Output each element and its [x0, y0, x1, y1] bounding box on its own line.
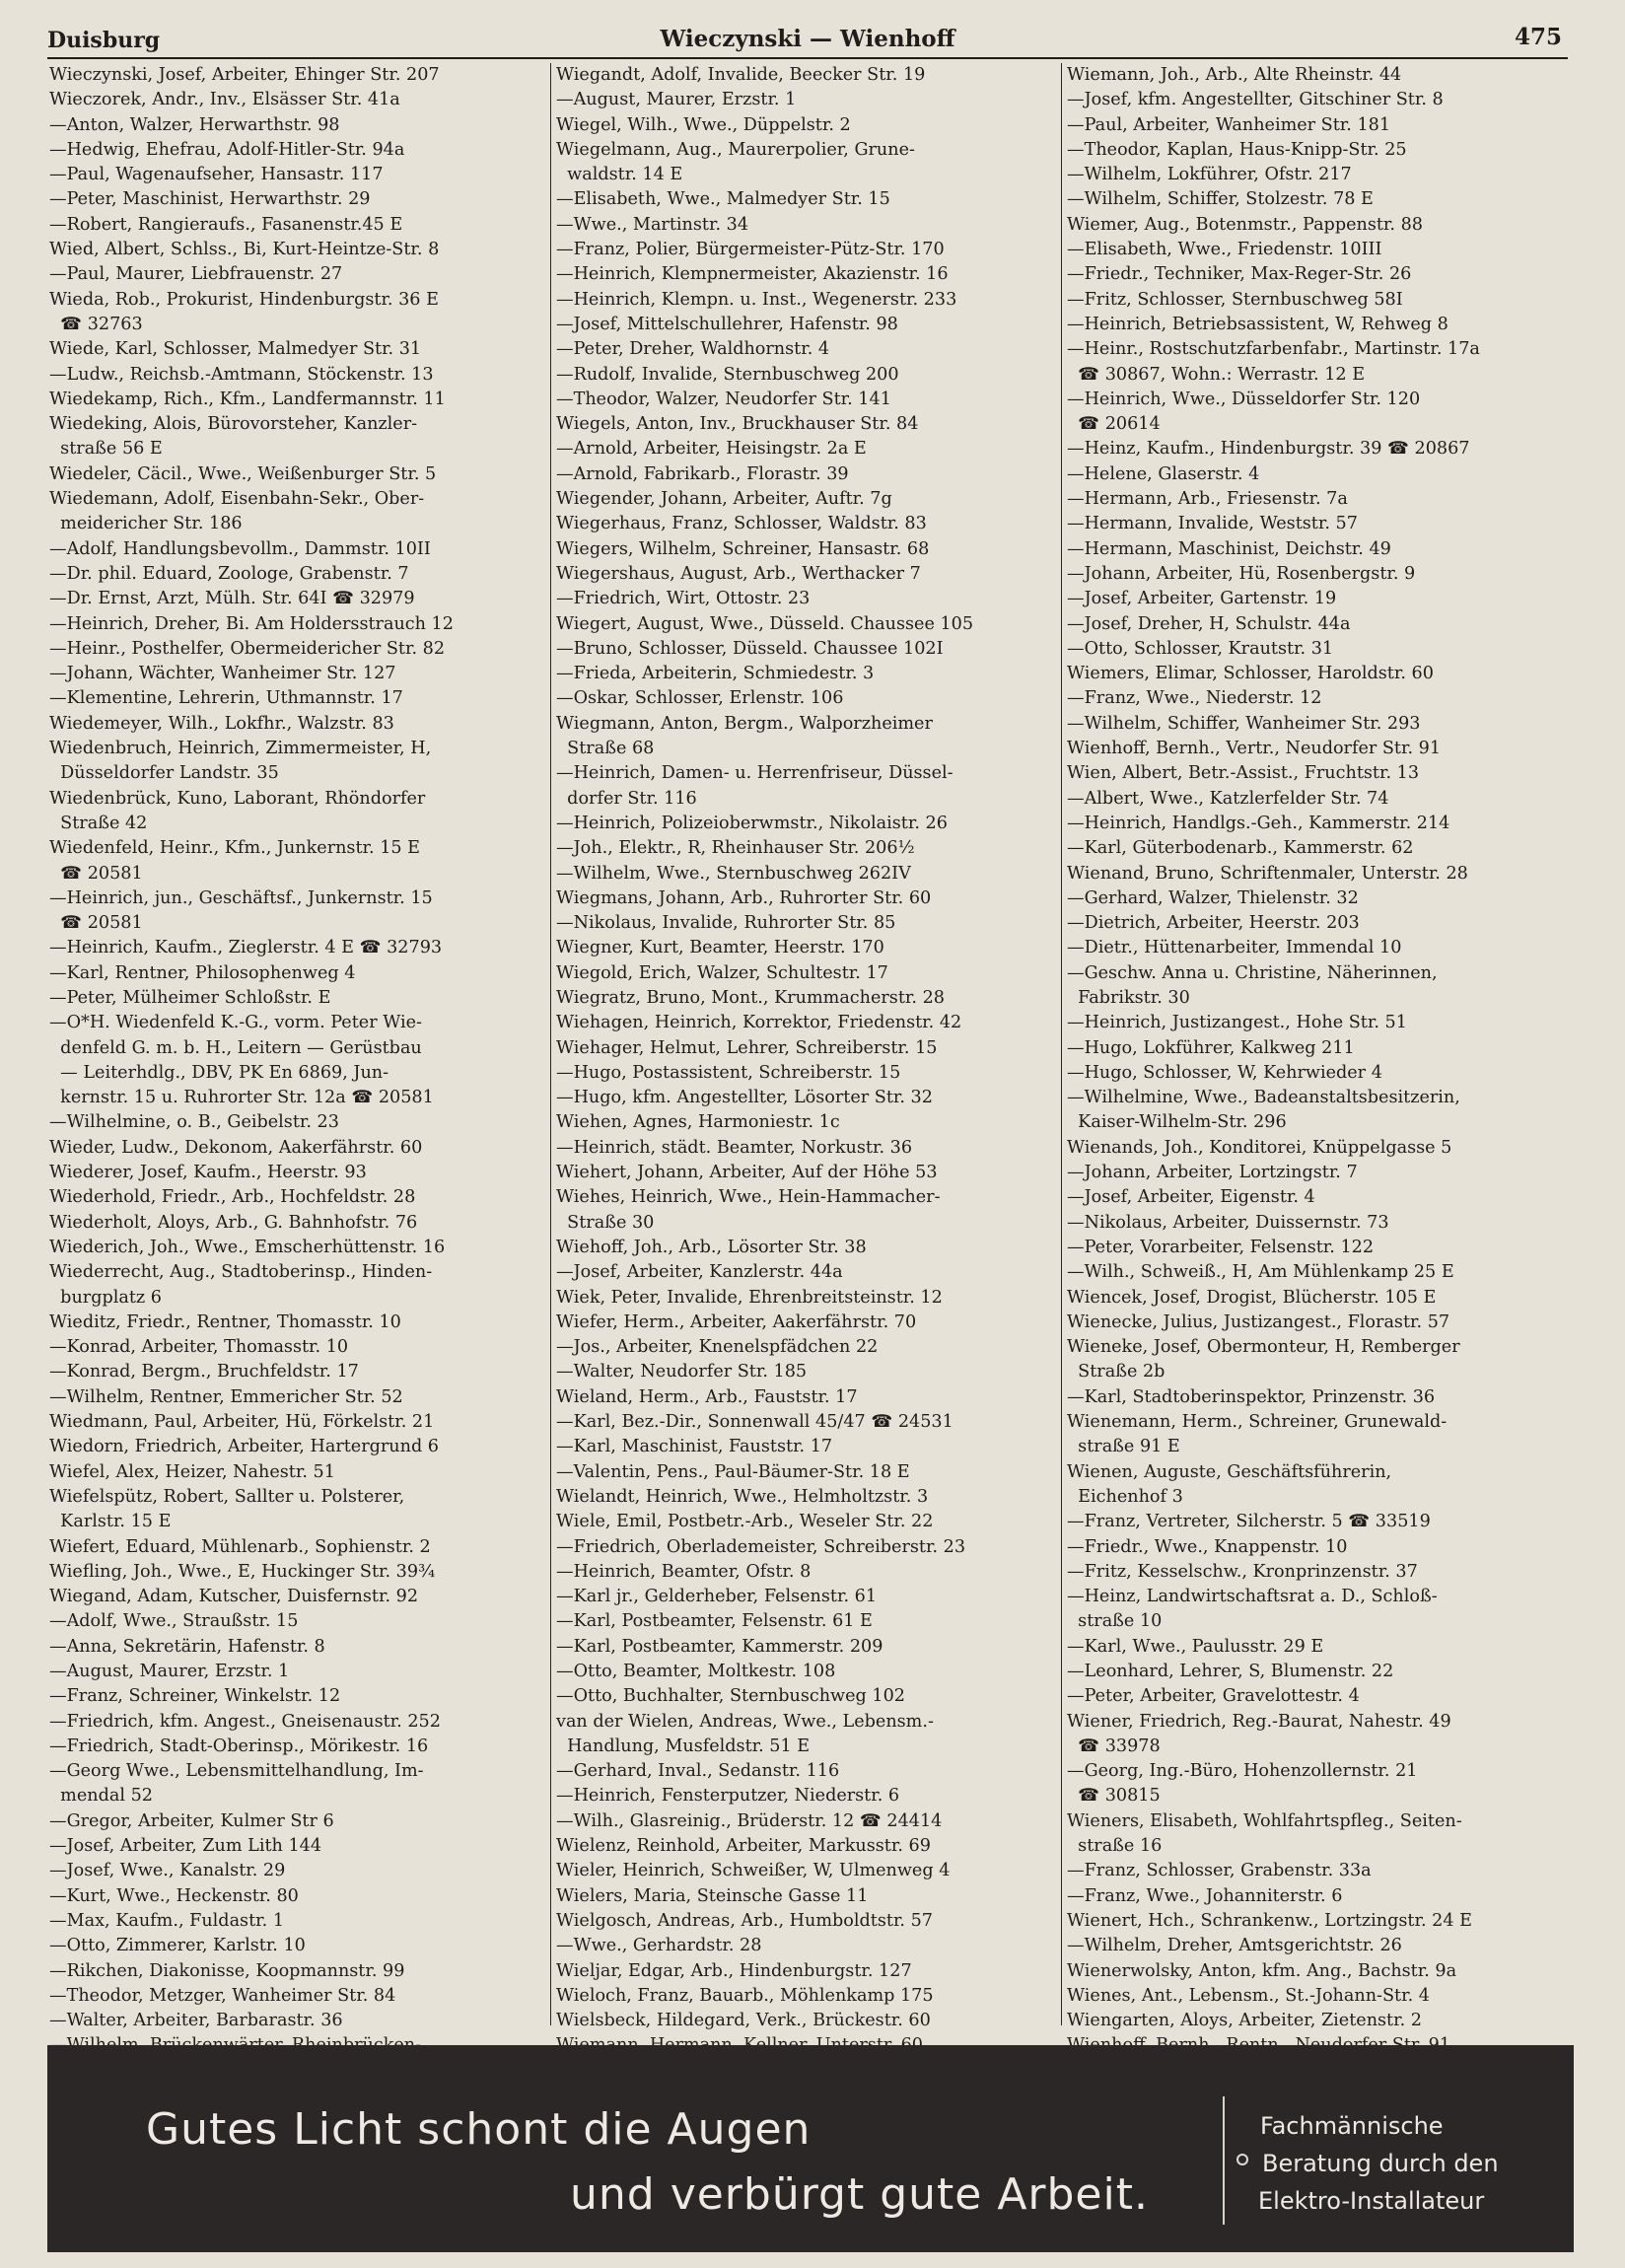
directory-entry: —Wilhelm, Rentner, Emmericher Str. 52 — [49, 1386, 403, 1407]
directory-entry: Wiederer, Josef, Kaufm., Heerstr. 93 — [49, 1163, 367, 1183]
directory-entry: straße 56 E — [49, 439, 163, 460]
directory-entry: Wiehoff, Joh., Arb., Lösorter Str. 38 — [556, 1237, 867, 1257]
directory-entry: Wiedemeyer, Wilh., Lokfhr., Walzstr. 83 — [49, 713, 394, 734]
directory-entry: Straße 2b — [1067, 1362, 1166, 1382]
directory-entry: mendal 52 — [49, 1786, 153, 1807]
directory-entry: Wienecke, Julius, Justizangest., Florastr. 57 — [1067, 1311, 1450, 1332]
directory-entry: Wiederhold, Friedr., Arb., Hochfeldstr. 28 — [49, 1187, 416, 1208]
directory-entry: Wieczynski, Josef, Arbeiter, Ehinger Str. 207 — [49, 65, 440, 85]
directory-entry: Wiedeking, Alois, Bürovorsteher, Kanzler- — [49, 414, 418, 435]
directory-entry: —Konrad, Bergm., Bruchfeldstr. 17 — [49, 1362, 359, 1382]
directory-entry: Wiener, Friedrich, Reg.-Baurat, Nahestr. 49 — [1067, 1711, 1451, 1732]
page-header — [47, 22, 1568, 59]
directory-entry: Wielandt, Heinrich, Wwe., Helmholtzstr. 3 — [556, 1486, 929, 1507]
directory-entry: —Karl, Maschinist, Fauststr. 17 — [556, 1437, 833, 1457]
directory-entry: —Hedwig, Ehefrau, Adolf-Hitler-Str. 94a — [49, 139, 405, 160]
directory-entry: —Karl, Güterbodenarb., Kammerstr. 62 — [1067, 838, 1414, 859]
directory-entry: Wieda, Rob., Prokurist, Hindenburgstr. 36 E — [49, 289, 439, 310]
directory-entry: —Adolf, Wwe., Straußstr. 15 — [49, 1611, 299, 1632]
directory-entry: —Franz, Polier, Bürgermeister-Pütz-Str. 170 — [556, 240, 945, 260]
directory-entry: straße 91 E — [1067, 1437, 1180, 1457]
directory-entry: —Heinz, Kaufm., Hindenburgstr. 39 ☎ 20867 — [1067, 439, 1470, 460]
directory-entry: Wieneke, Josef, Obermonteur, H, Remberger — [1067, 1337, 1460, 1358]
directory-entry: Wieczorek, Andr., Inv., Elsässer Str. 41a — [49, 90, 400, 110]
directory-entry: —Josef, Wwe., Kanalstr. 29 — [49, 1861, 286, 1881]
directory-entry: Wiegerhaus, Franz, Schlosser, Waldstr. 83 — [556, 514, 927, 534]
directory-entry: Wiedeler, Cäcil., Wwe., Weißenburger Str. 5 — [49, 463, 437, 484]
directory-entry: —Heinz, Landwirtschaftsrat a. D., Schloß- — [1067, 1587, 1438, 1607]
directory-entry: ☎ 33978 — [1067, 1736, 1161, 1756]
directory-entry: Handlung, Musfeldstr. 51 E — [556, 1736, 811, 1756]
directory-entry: —Joh., Elektr., R, Rheinhauser Str. 206½ — [556, 838, 915, 859]
directory-entry: —Peter, Maschinist, Herwarthstr. 29 — [49, 189, 371, 210]
directory-entry: ☎ 20581 — [49, 863, 143, 884]
directory-entry: waldstr. 14 E — [556, 165, 683, 185]
directory-entry: —Dietrich, Arbeiter, Heerstr. 203 — [1067, 913, 1360, 934]
column-divider — [550, 63, 551, 2025]
directory-entry: —Hermann, Invalide, Weststr. 57 — [1067, 514, 1358, 534]
directory-entry: —Konrad, Arbeiter, Thomasstr. 10 — [49, 1337, 349, 1358]
directory-entry: —Heinr., Rostschutzfarbenfabr., Martinstr. 17a — [1067, 339, 1480, 360]
directory-entry: —August, Maurer, Erzstr. 1 — [49, 1662, 290, 1681]
directory-entry: —Anna, Sekretärin, Hafenstr. 8 — [49, 1636, 325, 1657]
directory-entry: —Josef, Arbeiter, Gartenstr. 19 — [1067, 589, 1337, 609]
directory-entry: —Hermann, Maschinist, Deichstr. 49 — [1067, 538, 1391, 559]
directory-entry: ☎ 30815 — [1067, 1786, 1161, 1807]
directory-entry: —Karl, Postbeamter, Felsenstr. 61 E — [556, 1611, 873, 1632]
directory-entry: Wiefling, Joh., Wwe., E, Huckinger Str. 39¾ — [49, 1561, 436, 1582]
directory-entry: Eichenhof 3 — [1067, 1486, 1183, 1507]
directory-entry: —Theodor, Kaplan, Haus-Knipp-Str. 25 — [1067, 139, 1407, 160]
directory-entry: —Heinrich, Dreher, Bi. Am Holdersstrauch 12 — [49, 613, 454, 634]
directory-column-3 — [1067, 63, 1570, 2031]
directory-entry: — Leiterhdlg., DBV, PK En 6869, Jun- — [49, 1062, 389, 1083]
directory-entry: Wiemers, Elimar, Schlosser, Haroldstr. 60 — [1067, 664, 1434, 684]
header-city: Duisburg — [47, 28, 161, 53]
directory-entry: Wiedenbrück, Kuno, Laborant, Rhöndorfer — [49, 788, 426, 809]
directory-entry: Wiengarten, Aloys, Arbeiter, Zietenstr. 2 — [1067, 2011, 1422, 2031]
directory-entry: —August, Maurer, Erzstr. 1 — [556, 90, 797, 110]
directory-entry: —Wilh., Schweiß., H, Am Mühlenkamp 25 E — [1067, 1262, 1454, 1283]
directory-entry: —Wilhelmine, o. B., Geibelstr. 23 — [49, 1112, 339, 1133]
directory-entry: —Bruno, Schlosser, Düsseld. Chaussee 102I — [556, 638, 944, 659]
directory-entry: —Josef, Arbeiter, Zum Lith 144 — [49, 1836, 322, 1857]
directory-entry: —Arnold, Arbeiter, Heisingstr. 2a E — [556, 439, 867, 460]
directory-entry: —Friedr., Techniker, Max-Reger-Str. 26 — [1067, 264, 1412, 285]
directory-entry: Wienand, Bruno, Schriftenmaler, Unterstr. 28 — [1067, 863, 1468, 884]
directory-entry: Wiek, Peter, Invalide, Ehrenbreitsteinstr. 12 — [556, 1287, 943, 1308]
directory-entry: —Heinrich, Klempnermeister, Akazienstr. 16 — [556, 264, 949, 285]
directory-entry: Wiehert, Johann, Arbeiter, Auf der Höhe 53 — [556, 1163, 938, 1183]
directory-entry: Wiefel, Alex, Heizer, Nahestr. 51 — [49, 1461, 335, 1482]
directory-entry: Wiegandt, Adolf, Invalide, Beecker Str. 19 — [556, 65, 926, 85]
directory-entry: —Heinrich, Betriebsassistent, W, Rehweg 8 — [1067, 314, 1448, 334]
directory-entry: Wiemer, Aug., Botenmstr., Pappenstr. 88 — [1067, 214, 1423, 235]
directory-entry: —Wilh., Glasreinig., Brüderstr. 12 ☎ 24414 — [556, 1810, 943, 1831]
directory-entry: Wiehager, Helmut, Lehrer, Schreiberstr. 15 — [556, 1037, 938, 1058]
directory-entry: Wiegel, Wilh., Wwe., Düppelstr. 2 — [556, 114, 851, 135]
directory-entry: Wieloch, Franz, Bauarb., Möhlenkamp 175 — [556, 1985, 934, 2006]
directory-entry: —Johann, Arbeiter, Lortzingstr. 7 — [1067, 1163, 1358, 1183]
bullet-icon — [1236, 2154, 1248, 2165]
directory-entry: —Hugo, Postassistent, Schreiberstr. 15 — [556, 1062, 901, 1083]
directory-entry: —Georg, Ing.-Büro, Hohenzollernstr. 21 — [1067, 1761, 1418, 1782]
directory-entry: Wiemann, Joh., Arb., Alte Rheinstr. 44 — [1067, 65, 1402, 85]
directory-entry: —Josef, kfm. Angestellter, Gitschiner Str. 8 — [1067, 90, 1444, 110]
directory-entry: —Hugo, kfm. Angestellter, Lösorter Str. 32 — [556, 1088, 933, 1108]
directory-entry: Wiefelspütz, Robert, Sallter u. Polsterer, — [49, 1486, 405, 1507]
directory-entry: van der Wielen, Andreas, Wwe., Lebensm.- — [556, 1711, 934, 1732]
directory-entry: Wiegert, August, Wwe., Düsseld. Chaussee 105 — [556, 613, 974, 634]
directory-entry: —Kurt, Wwe., Heckenstr. 80 — [49, 1885, 299, 1906]
directory-entry: —Theodor, Metzger, Wanheimer Str. 84 — [49, 1985, 396, 2006]
directory-entry: —Josef, Arbeiter, Eigenstr. 4 — [1067, 1187, 1315, 1208]
directory-entry: Wiencek, Josef, Drogist, Blücherstr. 105 E — [1067, 1287, 1437, 1308]
directory-entry: —Geschw. Anna u. Christine, Näherinnen, — [1067, 962, 1438, 983]
directory-entry: Wienemann, Herm., Schreiner, Grunewald- — [1067, 1412, 1448, 1433]
directory-entry: Wienhoff, Bernh., Vertr., Neudorfer Str. 91 — [1067, 739, 1442, 759]
directory-entry: Wieler, Heinrich, Schweißer, W, Ulmenweg 4 — [556, 1861, 951, 1881]
directory-entry: Wielsbeck, Hildegard, Verk., Brückestr. 60 — [556, 2011, 931, 2031]
directory-entry: —Wilhelm, Schiffer, Stolzestr. 78 E — [1067, 189, 1374, 210]
directory-entry: —Wilhelm, Wwe., Sternbuschweg 262IV — [556, 863, 911, 884]
page-number: 475 — [1514, 24, 1562, 50]
directory-entry: —Theodor, Walzer, Neudorfer Str. 141 — [556, 389, 891, 409]
directory-entry: —Franz, Wwe., Niederstr. 12 — [1067, 688, 1322, 709]
directory-entry: —Gerhard, Walzer, Thielenstr. 32 — [1067, 887, 1359, 908]
directory-entry: ☎ 32763 — [49, 314, 143, 334]
directory-entry: —Johann, Wächter, Wanheimer Str. 127 — [49, 664, 396, 684]
directory-entry: —Friedrich, Stadt-Oberinsp., Mörikestr. 16 — [49, 1736, 429, 1756]
directory-entry: —Hugo, Schlosser, W, Kehrwieder 4 — [1067, 1062, 1382, 1083]
directory-entry: burgplatz 6 — [49, 1287, 162, 1308]
directory-entry: —Heinrich, Damen- u. Herrenfriseur, Düssel- — [556, 763, 954, 784]
directory-entry: Wielgosch, Andreas, Arb., Humboldtstr. 57 — [556, 1910, 933, 1931]
directory-entry: —Peter, Arbeiter, Gravelottestr. 4 — [1067, 1686, 1360, 1707]
directory-entry: Wien, Albert, Betr.-Assist., Fruchtstr. 13 — [1067, 763, 1420, 784]
directory-entry: —Heinrich, jun., Geschäftsf., Junkernstr. 15 — [49, 887, 433, 908]
directory-entry: —Heinrich, Justizangest., Hohe Str. 51 — [1067, 1013, 1407, 1033]
directory-entry: Wiehes, Heinrich, Wwe., Hein-Hammacher- — [556, 1187, 941, 1208]
advertisement-banner — [47, 2045, 1574, 2252]
directory-entry: —Peter, Vorarbeiter, Felsenstr. 122 — [1067, 1237, 1375, 1257]
directory-entry: Wiedekamp, Rich., Kfm., Landfermannstr. 11 — [49, 389, 446, 409]
directory-entry: —Nikolaus, Invalide, Ruhrorter Str. 85 — [556, 913, 896, 934]
directory-entry: —Heinrich, Klempn. u. Inst., Wegenerstr. 233 — [556, 289, 957, 310]
directory-entry: —Peter, Mülheimer Schloßstr. E — [49, 987, 331, 1008]
directory-entry: —Karl, Bez.-Dir., Sonnenwall 45/47 ☎ 24531 — [556, 1412, 954, 1433]
directory-entry: —Dr. Ernst, Arzt, Mülh. Str. 64I ☎ 32979 — [49, 589, 415, 609]
directory-entry: —Georg Wwe., Lebensmittelhandlung, Im- — [49, 1761, 424, 1782]
directory-entry: —Arnold, Fabrikarb., Florastr. 39 — [556, 463, 849, 484]
directory-entry: denfeld G. m. b. H., Leitern — Gerüstbau — [49, 1037, 422, 1058]
directory-entry: —Friedr., Wwe., Knappenstr. 10 — [1067, 1536, 1348, 1557]
directory-entry: —Franz, Schlosser, Grabenstr. 33a — [1067, 1861, 1372, 1881]
directory-entry: —Heinrich, Handlgs.-Geh., Kammerstr. 214 — [1067, 813, 1450, 833]
directory-entry: Wiegers, Wilhelm, Schreiner, Hansastr. 68 — [556, 538, 930, 559]
directory-entry: Wiedmann, Paul, Arbeiter, Hü, Förkelstr. 21 — [49, 1412, 435, 1433]
directory-entry: —Karl, Stadtoberinspektor, Prinzenstr. 36 — [1067, 1386, 1436, 1407]
directory-entry: Wiehen, Agnes, Harmoniestr. 1c — [556, 1112, 840, 1133]
directory-entry: kernstr. 15 u. Ruhrorter Str. 12a ☎ 20581 — [49, 1088, 434, 1108]
directory-entry: Wiehagen, Heinrich, Korrektor, Friedenstr. 42 — [556, 1013, 962, 1033]
directory-entry: —Peter, Dreher, Waldhornstr. 4 — [556, 339, 830, 360]
directory-entry: Wieditz, Friedr., Rentner, Thomasstr. 10 — [49, 1311, 401, 1332]
directory-entry: —Friedrich, kfm. Angest., Gneisenaustr. 252 — [49, 1711, 441, 1732]
directory-column-1 — [49, 63, 548, 2031]
directory-entry: —Karl, Rentner, Philosophenweg 4 — [49, 962, 356, 983]
directory-entry: —Rikchen, Diakonisse, Koopmannstr. 99 — [49, 1960, 405, 1981]
directory-entry: —Leonhard, Lehrer, S, Blumenstr. 22 — [1067, 1662, 1394, 1681]
directory-entry: —Karl, Wwe., Paulusstr. 29 E — [1067, 1636, 1324, 1657]
directory-entry: —Jos., Arbeiter, Knenelspfädchen 22 — [556, 1337, 879, 1358]
directory-entry: —Klementine, Lehrerin, Uthmannstr. 17 — [49, 688, 403, 709]
directory-entry: ☎ 20581 — [49, 913, 143, 934]
directory-entry: ☎ 30867, Wohn.: Werrastr. 12 E — [1067, 364, 1366, 385]
directory-entry: straße 16 — [1067, 1836, 1163, 1857]
directory-entry: —Johann, Arbeiter, Hü, Rosenbergstr. 9 — [1067, 563, 1416, 584]
directory-entry: —Gerhard, Inval., Sedanstr. 116 — [556, 1761, 840, 1782]
directory-entry: Wiegold, Erich, Walzer, Schultestr. 17 — [556, 962, 888, 983]
directory-entry: Wienen, Auguste, Geschäftsführerin, — [1067, 1461, 1392, 1482]
directory-entry: straße 10 — [1067, 1611, 1163, 1632]
directory-entry: —Frieda, Arbeiterin, Schmiedestr. 3 — [556, 664, 875, 684]
directory-entry: Wiedemann, Adolf, Eisenbahn-Sekr., Ober- — [49, 489, 425, 510]
directory-entry: Wiedenfeld, Heinr., Kfm., Junkernstr. 15 E — [49, 838, 421, 859]
directory-entry: —Otto, Zimmerer, Karlstr. 10 — [49, 1936, 306, 1956]
directory-entry: —Hugo, Lokführer, Kalkweg 211 — [1067, 1037, 1355, 1058]
directory-entry: Wiedenbruch, Heinrich, Zimmermeister, H, — [49, 739, 432, 759]
directory-entry: —Helene, Glaserstr. 4 — [1067, 463, 1260, 484]
ad-headline-line-1: Gutes Licht schont die Augen — [146, 2104, 812, 2155]
directory-entry: —Wwe., Martinstr. 34 — [556, 214, 749, 235]
directory-entry: Wieland, Herm., Arb., Fauststr. 17 — [556, 1386, 858, 1407]
directory-entry: Wiegand, Adam, Kutscher, Duisfernstr. 92 — [49, 1587, 419, 1607]
directory-entry: —Wilhelm, Lokführer, Ofstr. 217 — [1067, 165, 1352, 185]
directory-entry: Düsseldorfer Landstr. 35 — [49, 763, 279, 784]
directory-entry: ☎ 20614 — [1067, 414, 1161, 435]
directory-entry: Wieners, Elisabeth, Wohlfahrtspfleg., Seiten- — [1067, 1810, 1462, 1831]
directory-entry: Wienes, Ant., Lebensm., St.-Johann-Str. 4 — [1067, 1985, 1430, 2006]
directory-entry: —Wilhelmine, Wwe., Badeanstaltsbesitzerin, — [1067, 1088, 1460, 1108]
directory-entry: —Ludw., Reichsb.-Amtmann, Stöckenstr. 13 — [49, 364, 434, 385]
directory-entry: Wiederich, Joh., Wwe., Emscherhüttenstr. 16 — [49, 1237, 446, 1257]
ad-side-line-2: Beratung durch den — [1262, 2150, 1499, 2177]
directory-entry: Wiefert, Eduard, Mühlenarb., Sophienstr. 2 — [49, 1536, 431, 1557]
directory-entry: Wiegels, Anton, Inv., Bruckhauser Str. 84 — [556, 414, 919, 435]
directory-entry: Wiegelmann, Aug., Maurerpolier, Grune- — [556, 139, 915, 160]
directory-entry: —Max, Kaufm., Fuldastr. 1 — [49, 1910, 285, 1931]
directory-entry: —O*H. Wiedenfeld K.-G., vorm. Peter Wie- — [49, 1013, 422, 1033]
directory-entry: dorfer Str. 116 — [556, 788, 697, 809]
directory-entry: —Friedrich, Wirt, Ottostr. 23 — [556, 589, 811, 609]
directory-entry: —Karl jr., Gelderheber, Felsenstr. 61 — [556, 1587, 878, 1607]
directory-entry: Wieljar, Edgar, Arb., Hindenburgstr. 127 — [556, 1960, 912, 1981]
directory-entry: —Walter, Arbeiter, Barbarastr. 36 — [49, 2011, 343, 2031]
directory-entry: —Paul, Maurer, Liebfrauenstr. 27 — [49, 264, 343, 285]
directory-entry: —Wwe., Gerhardstr. 28 — [556, 1936, 762, 1956]
directory-entry: —Josef, Mittelschullehrer, Hafenstr. 98 — [556, 314, 898, 334]
directory-entry: Wiede, Karl, Schlosser, Malmedyer Str. 31 — [49, 339, 422, 360]
directory-entry: —Rudolf, Invalide, Sternbuschweg 200 — [556, 364, 899, 385]
directory-entry: —Franz, Wwe., Johanniterstr. 6 — [1067, 1885, 1343, 1906]
directory-entry: —Josef, Arbeiter, Kanzlerstr. 44a — [556, 1262, 843, 1283]
directory-entry: —Wilhelm, Schiffer, Wanheimer Str. 293 — [1067, 713, 1421, 734]
directory-entry: —Paul, Arbeiter, Wanheimer Str. 181 — [1067, 114, 1391, 135]
directory-entry: Wiegratz, Bruno, Mont., Krummacherstr. 28 — [556, 987, 945, 1008]
directory-entry: Wiefer, Herm., Arbeiter, Aakerfährstr. 70 — [556, 1311, 917, 1332]
directory-entry: —Valentin, Pens., Paul-Bäumer-Str. 18 E — [556, 1461, 910, 1482]
directory-entry: Wienert, Hch., Schrankenw., Lortzingstr. 24 E — [1067, 1910, 1472, 1931]
directory-entry: —Heinrich, Beamter, Ofstr. 8 — [556, 1561, 812, 1582]
ad-side-line-3: Elektro-Installateur — [1258, 2187, 1485, 2215]
directory-entry: —Paul, Wagenaufseher, Hansastr. 117 — [49, 165, 384, 185]
directory-entry: Wielers, Maria, Steinsche Gasse 11 — [556, 1885, 869, 1906]
directory-entry: —Friedrich, Oberlademeister, Schreiberstr. 23 — [556, 1536, 966, 1557]
directory-entry: Straße 30 — [556, 1212, 655, 1233]
directory-entry: —Karl, Postbeamter, Kammerstr. 209 — [556, 1636, 883, 1657]
directory-entry: Wieder, Ludw., Dekonom, Aakerfährstr. 60 — [49, 1137, 423, 1158]
directory-entry: —Gregor, Arbeiter, Kulmer Str 6 — [49, 1810, 334, 1831]
directory-entry: —Heinrich, Fensterputzer, Niederstr. 6 — [556, 1786, 900, 1807]
directory-entry: Wiederrecht, Aug., Stadtoberinsp., Hinden- — [49, 1262, 433, 1283]
directory-entry: Wied, Albert, Schlss., Bi, Kurt-Heintze-Str. 8 — [49, 240, 440, 260]
directory-entry: —Dr. phil. Eduard, Zoologe, Grabenstr. 7 — [49, 563, 409, 584]
directory-entry: —Elisabeth, Wwe., Malmedyer Str. 15 — [556, 189, 890, 210]
directory-entry: —Dietr., Hüttenarbeiter, Immendal 10 — [1067, 938, 1402, 958]
directory-entry: —Adolf, Handlungsbevollm., Dammstr. 10II — [49, 538, 431, 559]
directory-entry: Wienerwolsky, Anton, kfm. Ang., Bachstr. 9a — [1067, 1960, 1457, 1981]
directory-entry: Wiele, Emil, Postbetr.-Arb., Weseler Str. 22 — [556, 1512, 934, 1532]
directory-entry: —Robert, Rangieraufs., Fasanenstr.45 E — [49, 214, 403, 235]
directory-entry: —Anton, Walzer, Herwarthstr. 98 — [49, 114, 340, 135]
directory-entry: —Josef, Dreher, H, Schulstr. 44a — [1067, 613, 1351, 634]
header-range: Wieczynski — Wienhoff — [660, 26, 955, 52]
directory-entry: —Franz, Vertreter, Silcherstr. 5 ☎ 33519 — [1067, 1512, 1431, 1532]
directory-entry: meidericher Str. 186 — [49, 514, 243, 534]
directory-entry: —Heinr., Posthelfer, Obermeidericher Str. 82 — [49, 638, 446, 659]
column-divider — [1061, 63, 1062, 2025]
directory-entry: —Albert, Wwe., Katzlerfelder Str. 74 — [1067, 788, 1389, 809]
directory-entry: —Elisabeth, Wwe., Friedenstr. 10III — [1067, 240, 1382, 260]
directory-entry: —Walter, Neudorfer Str. 185 — [556, 1362, 808, 1382]
directory-entry: —Fritz, Schlosser, Sternbuschweg 58I — [1067, 289, 1403, 310]
directory-entry: —Heinrich, städt. Beamter, Norkustr. 36 — [556, 1137, 913, 1158]
directory-entry: Wiegender, Johann, Arbeiter, Auftr. 7g — [556, 489, 892, 510]
directory-entry: Straße 68 — [556, 739, 655, 759]
directory-entry: —Heinrich, Wwe., Düsseldorfer Str. 120 — [1067, 389, 1421, 409]
directory-entry: Wiegmans, Johann, Arb., Ruhrorter Str. 60 — [556, 887, 932, 908]
directory-entry: Karlstr. 15 E — [49, 1512, 172, 1532]
directory-entry: —Wilhelm, Dreher, Amtsgerichtstr. 26 — [1067, 1936, 1402, 1956]
directory-entry: Wiegner, Kurt, Beamter, Heerstr. 170 — [556, 938, 884, 958]
directory-entry: —Otto, Schlosser, Krautstr. 31 — [1067, 638, 1334, 659]
directory-column-2 — [556, 63, 1057, 2031]
directory-entry: —Oskar, Schlosser, Erlenstr. 106 — [556, 688, 844, 709]
ad-side-line-1: Fachmännische — [1260, 2112, 1444, 2140]
directory-entry: Wiedorn, Friedrich, Arbeiter, Hartergrund 6 — [49, 1437, 439, 1457]
directory-entry: —Heinrich, Polizeioberwmstr., Nikolaistr. 26 — [556, 813, 948, 833]
directory-entry: —Franz, Schreiner, Winkelstr. 12 — [49, 1686, 341, 1707]
directory-entry: —Heinrich, Kaufm., Zieglerstr. 4 E ☎ 32793 — [49, 938, 443, 958]
directory-entry: —Otto, Beamter, Moltkestr. 108 — [556, 1662, 836, 1681]
directory-entry: Wiegmann, Anton, Bergm., Walporzheimer — [556, 713, 933, 734]
directory-entry: Wiederholt, Aloys, Arb., G. Bahnhofstr. 76 — [49, 1212, 418, 1233]
ad-headline-line-2: und verbürgt gute Arbeit. — [570, 2169, 1149, 2220]
directory-entry: —Hermann, Arb., Friesenstr. 7a — [1067, 489, 1348, 510]
directory-entry: —Otto, Buchhalter, Sternbuschweg 102 — [556, 1686, 905, 1707]
directory-entry: —Nikolaus, Arbeiter, Duissernstr. 73 — [1067, 1212, 1389, 1233]
directory-entry: Wienands, Joh., Konditorei, Knüppelgasse 5 — [1067, 1137, 1452, 1158]
ad-divider — [1223, 2096, 1225, 2225]
directory-entry: Wielenz, Reinhold, Arbeiter, Markusstr. 69 — [556, 1836, 931, 1857]
directory-entry: —Fritz, Kesselschw., Kronprinzenstr. 37 — [1067, 1561, 1418, 1582]
directory-entry: Fabrikstr. 30 — [1067, 987, 1190, 1008]
directory-entry: Wiegershaus, August, Arb., Werthacker 7 — [556, 563, 921, 584]
directory-entry: Kaiser-Wilhelm-Str. 296 — [1067, 1112, 1287, 1133]
directory-entry: Straße 42 — [49, 813, 148, 833]
